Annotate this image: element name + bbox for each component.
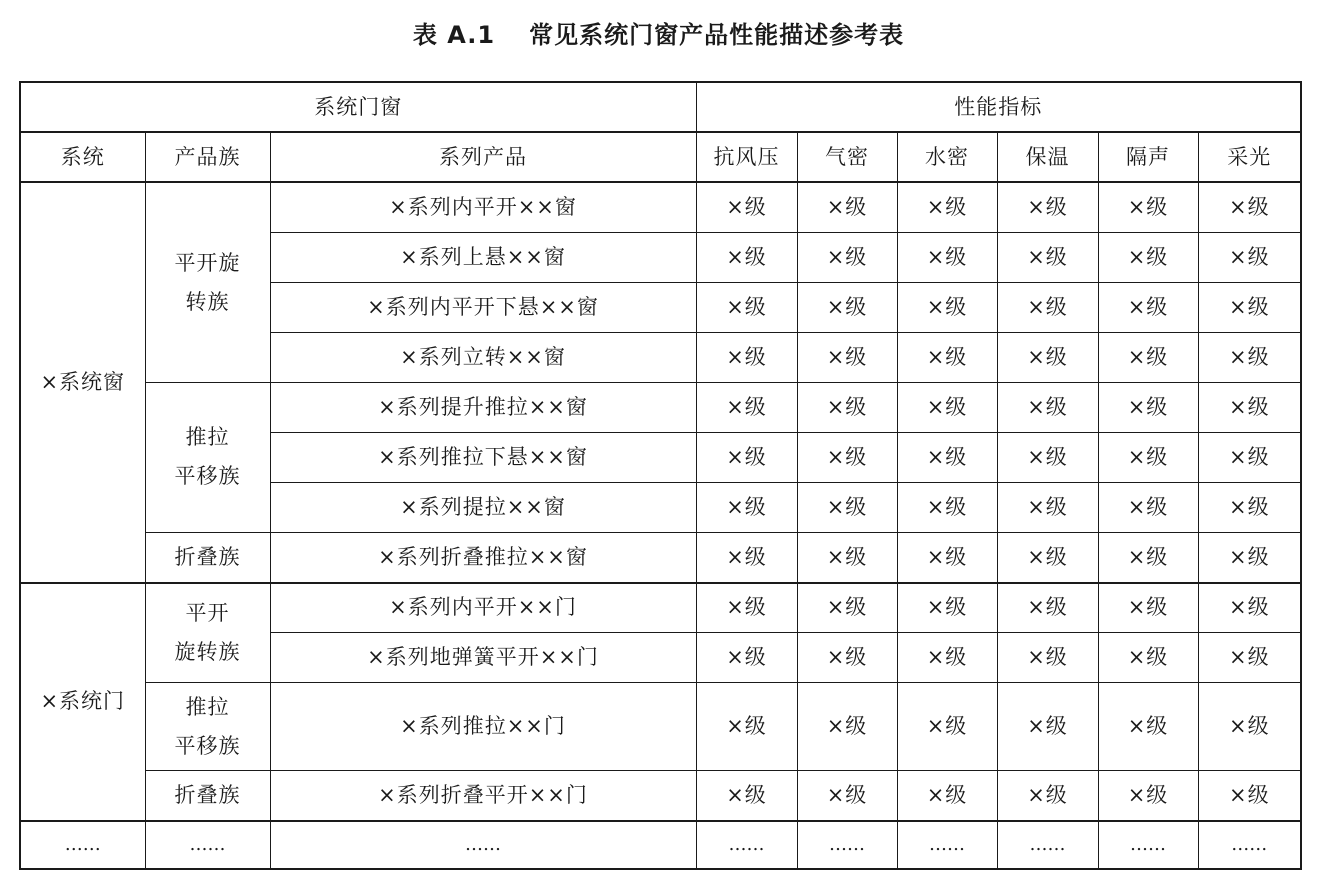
grade-water-tightness: ×级 <box>897 332 997 382</box>
grade-water-tightness: ×级 <box>897 232 997 282</box>
grade-wind-pressure: ×级 <box>696 633 797 683</box>
col-header-water: 水密 <box>897 132 997 182</box>
grade-insulation: ×级 <box>997 583 1098 633</box>
grade-sound-insulation: ×级 <box>1098 683 1198 771</box>
grade-air-tightness: ×级 <box>797 282 897 332</box>
grade-air-tightness: ×级 <box>797 232 897 282</box>
ellipsis-cell: …… <box>1198 821 1301 869</box>
grade-water-tightness: ×级 <box>897 432 997 482</box>
grade-air-tightness: ×级 <box>797 182 897 232</box>
family-name-line: 折叠族 <box>174 544 241 569</box>
grade-wind-pressure: ×级 <box>696 282 797 332</box>
grade-water-tightness: ×级 <box>897 683 997 771</box>
grade-sound-insulation: ×级 <box>1098 583 1198 633</box>
grade-sound-insulation: ×级 <box>1098 771 1198 821</box>
family-cell <box>145 382 270 532</box>
ellipsis-cell: …… <box>997 821 1098 869</box>
family-name-line: 旋转族 <box>174 639 241 664</box>
col-header-family: 产品族 <box>145 132 270 182</box>
family-name-line: 转族 <box>185 289 230 314</box>
col-header-insulation: 保温 <box>997 132 1098 182</box>
grade-water-tightness: ×级 <box>897 633 997 683</box>
grade-sound-insulation: ×级 <box>1098 382 1198 432</box>
grade-insulation: ×级 <box>997 483 1098 533</box>
grade-insulation: ×级 <box>997 282 1098 332</box>
table-row <box>20 182 1301 232</box>
family-name-line: 推拉 <box>185 425 230 450</box>
family-name-line: 折叠族 <box>174 783 241 808</box>
grade-air-tightness: ×级 <box>797 332 897 382</box>
grade-wind-pressure: ×级 <box>696 771 797 821</box>
grade-sound-insulation: ×级 <box>1098 483 1198 533</box>
ellipsis-cell: …… <box>696 821 797 869</box>
system-cell: ×系统窗 <box>20 182 145 583</box>
product-cell: ×系列折叠平开××门 <box>270 771 696 821</box>
grade-air-tightness: ×级 <box>797 771 897 821</box>
family-cell <box>145 771 270 821</box>
grade-insulation: ×级 <box>997 633 1098 683</box>
grade-water-tightness: ×级 <box>897 583 997 633</box>
grade-water-tightness: ×级 <box>897 382 997 432</box>
grade-water-tightness: ×级 <box>897 771 997 821</box>
grade-wind-pressure: ×级 <box>696 232 797 282</box>
grade-daylighting: ×级 <box>1198 533 1301 583</box>
family-cell <box>145 683 270 771</box>
product-cell: ×系列折叠推拉××窗 <box>270 533 696 583</box>
grade-wind-pressure: ×级 <box>696 583 797 633</box>
group-header-system-doors-windows: 系统门窗 <box>20 82 696 132</box>
family-cell <box>145 583 270 683</box>
table-caption: 常见系统门窗产品性能描述参考表 <box>529 20 905 49</box>
product-cell: ×系列内平开下悬××窗 <box>270 282 696 332</box>
grade-sound-insulation: ×级 <box>1098 282 1198 332</box>
grade-daylighting: ×级 <box>1198 633 1301 683</box>
product-cell: ×系列内平开××门 <box>270 583 696 633</box>
grade-insulation: ×级 <box>997 533 1098 583</box>
grade-daylighting: ×级 <box>1198 282 1301 332</box>
product-cell: ×系列内平开××窗 <box>270 182 696 232</box>
table-row <box>20 771 1301 821</box>
ellipsis-cell: …… <box>20 821 145 869</box>
product-cell: ×系列推拉下悬××窗 <box>270 432 696 482</box>
product-cell: ×系列提拉××窗 <box>270 483 696 533</box>
product-cell: ×系列推拉××门 <box>270 683 696 771</box>
grade-daylighting: ×级 <box>1198 771 1301 821</box>
family-cell <box>145 533 270 583</box>
grade-air-tightness: ×级 <box>797 432 897 482</box>
grade-sound-insulation: ×级 <box>1098 533 1198 583</box>
grade-wind-pressure: ×级 <box>696 533 797 583</box>
grade-daylighting: ×级 <box>1198 232 1301 282</box>
grade-daylighting: ×级 <box>1198 182 1301 232</box>
col-header-air: 气密 <box>797 132 897 182</box>
grade-daylighting: ×级 <box>1198 583 1301 633</box>
grade-insulation: ×级 <box>997 432 1098 482</box>
ellipsis-cell: …… <box>897 821 997 869</box>
grade-insulation: ×级 <box>997 771 1098 821</box>
product-cell: ×系列上悬××窗 <box>270 232 696 282</box>
table-title <box>0 12 1317 52</box>
grade-daylighting: ×级 <box>1198 683 1301 771</box>
ellipsis-cell: …… <box>797 821 897 869</box>
ellipsis-cell: …… <box>270 821 696 869</box>
family-cell <box>145 182 270 382</box>
grade-air-tightness: ×级 <box>797 483 897 533</box>
grade-daylighting: ×级 <box>1198 382 1301 432</box>
ellipsis-row <box>20 821 1301 869</box>
system-cell: ×系统门 <box>20 583 145 821</box>
grade-sound-insulation: ×级 <box>1098 232 1198 282</box>
table-row <box>20 583 1301 633</box>
ellipsis-cell: …… <box>1098 821 1198 869</box>
group-header-performance: 性能指标 <box>696 82 1301 132</box>
grade-daylighting: ×级 <box>1198 332 1301 382</box>
performance-table <box>19 81 1302 870</box>
family-name-line: 平移族 <box>174 733 241 758</box>
ellipsis-cell: …… <box>145 821 270 869</box>
grade-air-tightness: ×级 <box>797 382 897 432</box>
col-header-sound: 隔声 <box>1098 132 1198 182</box>
grade-daylighting: ×级 <box>1198 432 1301 482</box>
grade-sound-insulation: ×级 <box>1098 432 1198 482</box>
family-name-line: 平移族 <box>174 464 241 489</box>
col-header-wind: 抗风压 <box>696 132 797 182</box>
grade-water-tightness: ×级 <box>897 533 997 583</box>
col-header-system: 系统 <box>20 132 145 182</box>
grade-air-tightness: ×级 <box>797 683 897 771</box>
table-row <box>20 382 1301 432</box>
grade-insulation: ×级 <box>997 232 1098 282</box>
grade-sound-insulation: ×级 <box>1098 633 1198 683</box>
grade-insulation: ×级 <box>997 332 1098 382</box>
col-header-light: 采光 <box>1198 132 1301 182</box>
grade-wind-pressure: ×级 <box>696 382 797 432</box>
grade-sound-insulation: ×级 <box>1098 182 1198 232</box>
grade-wind-pressure: ×级 <box>696 182 797 232</box>
product-cell: ×系列提升推拉××窗 <box>270 382 696 432</box>
grade-water-tightness: ×级 <box>897 282 997 332</box>
grade-air-tightness: ×级 <box>797 583 897 633</box>
product-cell: ×系列地弹簧平开××门 <box>270 633 696 683</box>
family-name-line: 平开 <box>185 600 230 625</box>
table-number: 表 A.1 <box>412 20 496 49</box>
grade-wind-pressure: ×级 <box>696 432 797 482</box>
family-name-line: 推拉 <box>185 694 230 719</box>
table-row <box>20 683 1301 771</box>
grade-insulation: ×级 <box>997 382 1098 432</box>
grade-wind-pressure: ×级 <box>696 483 797 533</box>
grade-air-tightness: ×级 <box>797 633 897 683</box>
table-row <box>20 533 1301 583</box>
product-cell: ×系列立转××窗 <box>270 332 696 382</box>
grade-insulation: ×级 <box>997 683 1098 771</box>
col-header-series: 系列产品 <box>270 132 696 182</box>
grade-water-tightness: ×级 <box>897 483 997 533</box>
grade-air-tightness: ×级 <box>797 533 897 583</box>
grade-daylighting: ×级 <box>1198 483 1301 533</box>
grade-sound-insulation: ×级 <box>1098 332 1198 382</box>
grade-water-tightness: ×级 <box>897 182 997 232</box>
grade-insulation: ×级 <box>997 182 1098 232</box>
grade-wind-pressure: ×级 <box>696 683 797 771</box>
family-name-line: 平开旋 <box>174 250 241 275</box>
grade-wind-pressure: ×级 <box>696 332 797 382</box>
